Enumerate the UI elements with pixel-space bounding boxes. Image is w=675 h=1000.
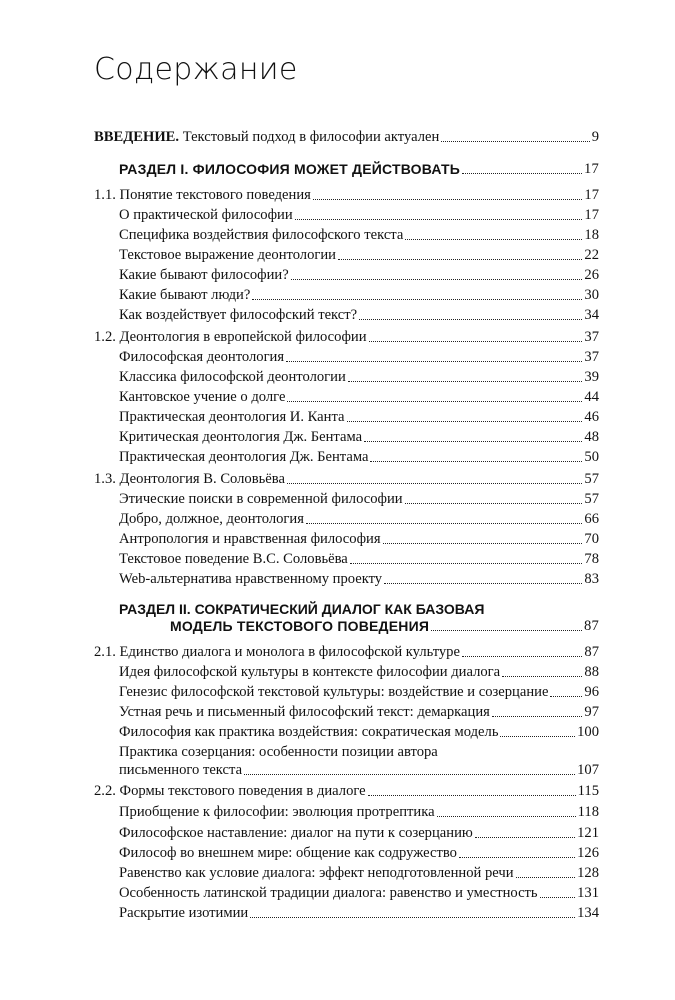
dot-leader [306, 523, 582, 524]
dot-leader [384, 583, 582, 584]
entry-title: Этические поиски в современной философии [119, 491, 403, 507]
dot-leader [287, 483, 582, 484]
dot-leader [338, 259, 582, 260]
entry-title: Философ во внешнем мире: общение как содружество [119, 845, 457, 861]
toc-entry[interactable] [119, 226, 599, 244]
toc-entry[interactable] [119, 884, 599, 902]
toc-entry[interactable] [119, 428, 599, 446]
entry-title: Специфика воздействия философского текста [119, 227, 404, 243]
dot-leader [462, 173, 582, 174]
dot-leader [291, 279, 583, 280]
toc-entry[interactable] [119, 510, 599, 528]
toc-entry[interactable] [119, 490, 599, 508]
toc-entry[interactable] [119, 683, 599, 701]
page-number: 134 [577, 905, 599, 921]
entry-title-line-1: Практика созерцания: особенности позиции автора [119, 744, 438, 760]
page-number: 48 [584, 429, 599, 445]
dot-leader [405, 239, 582, 240]
toc-entry-chapter-1-3[interactable] [94, 470, 599, 488]
toc-entry[interactable] [119, 844, 599, 862]
page-number: 107 [577, 762, 599, 778]
part-title-line-2: МОДЕЛЬ ТЕКСТОВОГО ПОВЕДЕНИЯ [170, 618, 430, 634]
entry-title: Философия как практика воздействия: сократическая модель [119, 724, 499, 740]
toc-entry[interactable] [119, 306, 599, 324]
page-title: Содержание [94, 52, 298, 87]
page-number: 17 [584, 161, 599, 177]
toc-entry-part-1[interactable] [119, 160, 599, 178]
toc-entry[interactable] [119, 348, 599, 366]
page-number: 70 [584, 531, 599, 547]
page-number: 88 [584, 664, 599, 680]
toc-entry-chapter-2-2[interactable] [94, 782, 599, 800]
entry-title: Антропология и нравственная философия [119, 531, 381, 547]
entry-title: Устная речь и письменный философский текст: демаркация [119, 704, 490, 720]
intro-lead: ВВЕДЕНИЕ. [94, 129, 180, 145]
page-number: 34 [584, 307, 599, 323]
dot-leader [368, 795, 576, 796]
entry-title: Текстовое поведение В.С. Соловьёва [119, 551, 348, 567]
chapter-title: 1.1. Понятие текстового поведения [94, 187, 311, 203]
toc-entry[interactable] [119, 663, 599, 681]
dot-leader [459, 857, 575, 858]
dot-leader [502, 676, 582, 677]
toc-entry[interactable] [119, 206, 599, 224]
page-number: 37 [584, 329, 599, 345]
entry-title: Классика философской деонтологии [119, 369, 346, 385]
dot-leader [295, 219, 583, 220]
entry-title: О практической философии [119, 207, 293, 223]
dot-leader [462, 656, 582, 657]
toc-entry-intro[interactable] [94, 128, 599, 146]
entry-title: Равенство как условие диалога: эффект неподготовленной речи [119, 865, 514, 881]
toc-entry[interactable] [119, 864, 599, 882]
page-number: 131 [577, 885, 599, 901]
page-number: 18 [584, 227, 599, 243]
dot-leader [369, 341, 583, 342]
entry-title: Практическая деонтология Дж. Бентама [119, 449, 369, 465]
dot-leader [500, 736, 575, 737]
toc-entry[interactable] [119, 368, 599, 386]
toc-entry[interactable] [119, 286, 599, 304]
dot-leader [405, 503, 583, 504]
page-number: 126 [577, 845, 599, 861]
entry-title: Добро, должное, деонтология [119, 511, 304, 527]
dot-leader [286, 361, 582, 362]
page-number: 26 [584, 267, 599, 283]
intro-text: Текстовый подход в философии актуален [179, 129, 440, 145]
page-number: 30 [584, 287, 599, 303]
entry-title: Идея философской культуры в контексте философии диалога [119, 664, 501, 680]
page-number: 50 [584, 449, 599, 465]
toc-entry[interactable] [119, 803, 599, 821]
page-number: 87 [584, 644, 599, 660]
toc-entry[interactable] [119, 448, 599, 466]
dot-leader [287, 401, 582, 402]
entry-title: Web-альтернатива нравственному проекту [119, 571, 383, 587]
dot-leader [492, 716, 583, 717]
dot-leader [244, 774, 575, 775]
page-number: 83 [584, 571, 599, 587]
entry-title-line-2: письменного текста [119, 762, 243, 778]
page-number: 97 [584, 704, 599, 720]
page-number: 57 [584, 491, 599, 507]
part-2-title-line-1: РАЗДЕЛ II. СОКРАТИЧЕСКИЙ ДИАЛОГ КАК БАЗОВАЯ [119, 601, 485, 617]
toc-entry-chapter-1-1[interactable] [94, 186, 599, 204]
page-number: 115 [577, 783, 599, 799]
dot-leader [359, 319, 582, 320]
page-number: 44 [584, 389, 599, 405]
entry-title: Генезис философской текстовой культуры: воздействие и созерцание [119, 684, 549, 700]
dot-leader [348, 381, 583, 382]
toc-entry[interactable] [119, 761, 599, 779]
toc-entry[interactable] [119, 904, 599, 922]
entry-title: Какие бывают философии? [119, 267, 289, 283]
dot-leader [370, 461, 582, 462]
dot-leader [540, 897, 576, 898]
page-number: 100 [577, 724, 599, 740]
dot-leader [364, 441, 582, 442]
dot-leader [250, 917, 575, 918]
dot-leader [431, 630, 582, 631]
entry-title: Философское наставление: диалог на пути к созерцанию [119, 825, 473, 841]
entry-title: Особенность латинской традиции диалога: равенство и уместность [119, 885, 538, 901]
dot-leader [383, 543, 583, 544]
toc-entry-chapter-2-1[interactable] [94, 643, 599, 661]
page-number: 22 [584, 247, 599, 263]
dot-leader [475, 837, 575, 838]
chapter-title: 2.1. Единство диалога и монолога в философской культуре [94, 644, 460, 660]
page-number: 17 [584, 207, 599, 223]
chapter-title: 1.3. Деонтология В. Соловьёва [94, 471, 285, 487]
toc-entry-chapter-1-2[interactable] [94, 328, 599, 346]
toc-entry[interactable] [119, 550, 599, 568]
toc-entry[interactable] [119, 408, 599, 426]
dot-leader [441, 141, 589, 142]
page-number: 46 [584, 409, 599, 425]
toc-entry[interactable] [119, 530, 599, 548]
part-title: РАЗДЕЛ I. ФИЛОСОФИЯ МОЖЕТ ДЕЙСТВОВАТЬ [119, 161, 461, 177]
entry-title: Практическая деонтология И. Канта [119, 409, 345, 425]
toc-entry[interactable] [119, 570, 599, 588]
page-number: 96 [584, 684, 599, 700]
entry-title: Приобщение к философии: эволюция протрептика [119, 804, 435, 820]
page-number: 9 [591, 129, 599, 145]
page-number: 66 [584, 511, 599, 527]
toc-entry[interactable] [119, 246, 599, 264]
dot-leader [313, 199, 583, 200]
chapter-title: 2.2. Формы текстового поведения в диалоге [94, 783, 366, 799]
entry-title: Раскрытие изотимии [119, 905, 249, 921]
page-number: 78 [584, 551, 599, 567]
dot-leader [350, 563, 583, 564]
page-number: 17 [584, 187, 599, 203]
entry-title: Философская деонтология [119, 349, 285, 365]
page-number: 57 [584, 471, 599, 487]
dot-leader [347, 421, 583, 422]
toc-entry[interactable] [119, 266, 599, 284]
dot-leader [516, 877, 576, 878]
chapter-title: 1.2. Деонтология в европейской философии [94, 329, 367, 345]
toc-entry[interactable] [119, 723, 599, 741]
page-number: 118 [577, 804, 599, 820]
dot-leader [550, 696, 582, 697]
entry-title: Текстовое выражение деонтологии [119, 247, 336, 263]
toc-entry[interactable] [119, 824, 599, 842]
entry-title: Критическая деонтология Дж. Бентама [119, 429, 363, 445]
toc-entry[interactable] [119, 388, 599, 406]
entry-title: Кантовское учение о долге [119, 389, 286, 405]
entry-title: Какие бывают люди? [119, 287, 251, 303]
toc-entry[interactable] [119, 703, 599, 721]
page-number: 87 [584, 618, 599, 634]
page-number: 121 [577, 825, 599, 841]
dot-leader [437, 816, 576, 817]
page-number: 128 [577, 865, 599, 881]
dot-leader [252, 299, 582, 300]
page-number: 37 [584, 349, 599, 365]
page-number: 39 [584, 369, 599, 385]
toc-entry-part-2[interactable] [170, 617, 599, 635]
entry-title: Как воздействует философский текст? [119, 307, 358, 323]
